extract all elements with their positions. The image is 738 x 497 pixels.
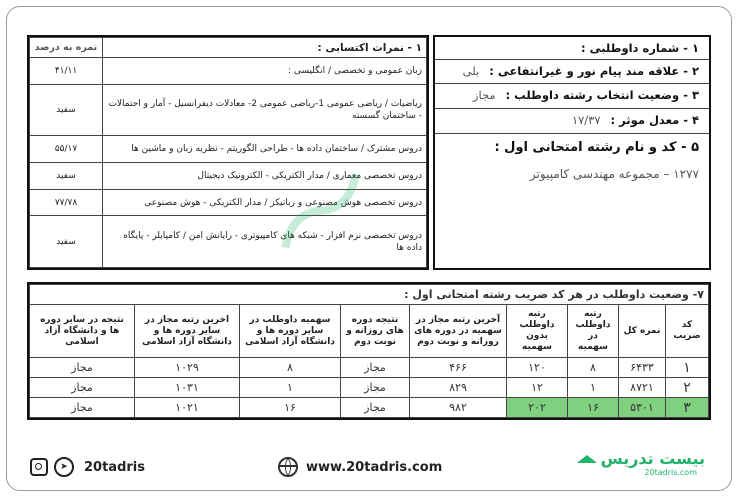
table-row: [30, 378, 709, 398]
gpa-label: ۴ - معدل موثر :: [610, 113, 699, 127]
website-link[interactable]: www.20tadris.com: [306, 459, 443, 475]
table-cell: ۹۸۲: [410, 398, 507, 418]
table-cell-highlighted: ۳: [666, 398, 709, 418]
table-cell: ۱: [240, 378, 341, 398]
telegram-icon[interactable]: ➤: [54, 457, 74, 477]
grade-subject: دروس تخصصی نرم افزار - شبکه های کامپیوتری - رایانش امن / کامپایلر - پایگاه داده ها: [103, 216, 427, 268]
table-cell: ۸۲۹: [410, 378, 507, 398]
table-cell: ۶۴۳۳: [619, 358, 666, 378]
globe-icon: [278, 457, 298, 477]
grades-box: [27, 35, 429, 270]
selection-status-label: ۳ - وضعیت انتخاب رشته داوطلب :: [505, 88, 699, 102]
col-header: نتیجه دوره های روزانه و نوبت دوم: [341, 305, 410, 358]
grade-value: سفید: [30, 216, 103, 268]
table-cell: ۱۲: [507, 378, 568, 398]
col-header: اخرین رتبه مجاز در سایر دوره ها و دانشگاه آزاد اسلامی: [135, 305, 240, 358]
table-cell: ۸: [240, 358, 341, 378]
brand-logo-text: بیست تدریس: [600, 449, 705, 468]
interest-value: بلی: [462, 64, 480, 78]
graduation-cap-icon: [577, 455, 597, 463]
grade-subject: دروس تخصصی معماری / مدار الکتریکی - الکترونیک دیجیتال: [103, 162, 427, 189]
ranking-box: [27, 282, 711, 420]
col-header: رتبه داوطلب بدون سهمیه: [507, 305, 568, 358]
table-cell: مجاز: [30, 398, 135, 418]
footer-website: [278, 456, 442, 478]
grade-subject: دروس مشترک / ساختمان داده ها - طراحی الگوریتم - نظریه زبان و ماشین ها: [103, 136, 427, 163]
table-cell-highlighted: ۲۰۲: [507, 398, 568, 418]
gpa-value: ۱۷/۳۷: [571, 113, 601, 127]
table-cell: مجاز: [341, 378, 410, 398]
ranking-table: [29, 284, 709, 418]
table-cell: ۱۰۳۱: [135, 378, 240, 398]
table-cell: ۱: [666, 358, 709, 378]
table-row: [30, 398, 709, 418]
grades-table: [29, 37, 427, 268]
table-row: [30, 358, 709, 378]
grade-subject: زبان عمومی و تخصصی / انگلیسی :: [103, 58, 427, 85]
interest-row: [463, 64, 699, 78]
exam-field-label: ۵ - کد و نام رشته امتحانی اول :: [494, 140, 699, 155]
col-header: نتیجه در سایر دوره ها و دانشگاه آزاد اسلامی: [30, 305, 135, 358]
ranking-title: ۷- وضعیت داوطلب در هر کد ضریب رشته امتحانی اول :: [30, 285, 709, 305]
grade-value: سفید: [30, 162, 103, 189]
candidate-number-label: ۱ - شماره داوطلبی :: [580, 41, 699, 55]
table-cell: ۱۶: [240, 398, 341, 418]
grades-title: ۱ - نمرات اکتسابی :: [103, 38, 427, 58]
grade-row: [30, 58, 427, 85]
selection-status-row: [473, 88, 699, 102]
grade-row: [30, 136, 427, 163]
instagram-icon[interactable]: [30, 458, 48, 476]
table-cell: ۴۶۶: [410, 358, 507, 378]
table-cell: مجاز: [341, 398, 410, 418]
col-header: نمره کل: [619, 305, 666, 358]
table-cell-highlighted: ۱۶: [568, 398, 619, 418]
grade-row: [30, 84, 427, 135]
social-handle: 20tadris: [84, 459, 145, 475]
interest-label: ۲ - علاقه مند پیام نور و غیرانتفاعی :: [489, 64, 699, 78]
col-header: رتبه داوطلب در سهمیه: [568, 305, 619, 358]
table-cell: ۱۰۲۱: [135, 398, 240, 418]
grade-value: ۵۵/۱۷: [30, 136, 103, 163]
table-cell: ۱۰۲۹: [135, 358, 240, 378]
table-cell: مجاز: [341, 358, 410, 378]
table-cell-highlighted: ۵۳۰۱: [619, 398, 666, 418]
table-cell: ۲: [666, 378, 709, 398]
selection-status-value: مجاز: [472, 88, 496, 102]
table-cell: مجاز: [30, 358, 135, 378]
table-cell: مجاز: [30, 378, 135, 398]
footer-social: [30, 456, 145, 478]
table-cell: ۸: [568, 358, 619, 378]
grade-subject: دروس تخصصی هوش مصنوعی و رباتیکز / مدار الکتریکی - هوش مصنوعی: [103, 189, 427, 216]
ranking-header-row: [30, 305, 709, 358]
exam-field-value: ۱۲۷۷ – مجموعه مهندسی کامپیوتر: [529, 167, 699, 181]
col-header: آخرین رتبه مجاز در سهمیه در دوره های روزانه و نوبت دوم: [410, 305, 507, 358]
col-header: سهمیه داوطلب در سایر دوره ها و دانشگاه آزاد اسلامی: [240, 305, 341, 358]
candidate-info-box: [433, 35, 711, 270]
table-cell: ۸۷۲۱: [619, 378, 666, 398]
grade-row: [30, 216, 427, 268]
grade-value: ۴۱/۱۱: [30, 58, 103, 85]
grades-score-header: نمره به درصد: [30, 38, 103, 58]
grade-value: سفید: [30, 84, 103, 135]
grade-value: ۷۷/۷۸: [30, 189, 103, 216]
grade-subject: ریاضیات / ریاضی عمومی 1-ریاضی عمومی 2- معادلات دیفرانسیل - آمار و احتمالات - ساختمان گسسته: [103, 84, 427, 135]
table-cell: ۱: [568, 378, 619, 398]
table-cell: ۱۲۰: [507, 358, 568, 378]
col-header: کد ضریب: [666, 305, 709, 358]
brand-logo-sub: 20tadris.com: [644, 468, 697, 477]
brand-logo: [575, 449, 705, 483]
gpa-row: [572, 113, 699, 127]
